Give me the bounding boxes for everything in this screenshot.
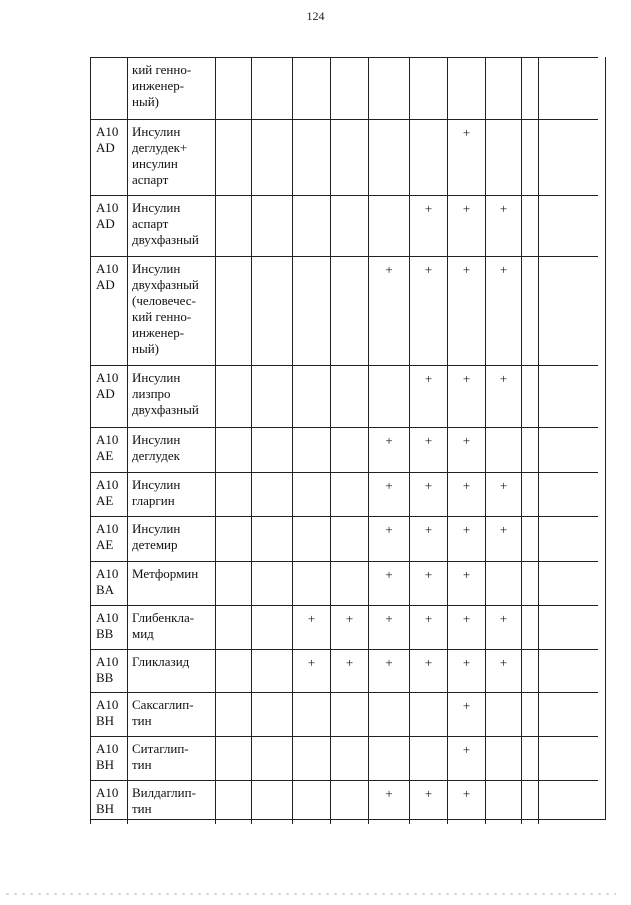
mark-cell <box>521 561 538 605</box>
mark-cell <box>368 736 409 780</box>
mark-cell: + <box>447 561 485 605</box>
mark-cell: + <box>485 195 521 256</box>
drug-name-cell: Саксаглип- тин <box>127 692 215 736</box>
table-row <box>90 780 605 824</box>
drug-name-cell: Инсулин деглудек+ инсулин аспарт <box>127 119 215 195</box>
mark-cell <box>251 195 292 256</box>
mark-cell <box>215 57 251 119</box>
mark-cell <box>485 427 521 472</box>
mark-cell <box>292 472 330 516</box>
atc-code-cell: A10 AE <box>90 516 127 561</box>
mark-cell <box>538 256 598 365</box>
atc-code-cell <box>90 57 127 119</box>
mark-cell <box>330 365 368 427</box>
atc-code-cell: A10 BH <box>90 780 127 824</box>
mark-cell <box>521 365 538 427</box>
mark-cell <box>521 649 538 692</box>
mark-cell <box>538 365 598 427</box>
mark-cell <box>292 427 330 472</box>
mark-cell: + <box>447 516 485 561</box>
mark-cell: + <box>447 692 485 736</box>
mark-cell: + <box>447 427 485 472</box>
atc-code-cell: A10 BB <box>90 605 127 649</box>
mark-cell <box>251 365 292 427</box>
drug-name-cell: Инсулин деглудек <box>127 427 215 472</box>
mark-cell: + <box>330 605 368 649</box>
mark-cell: + <box>447 119 485 195</box>
mark-cell <box>330 472 368 516</box>
mark-cell <box>251 119 292 195</box>
mark-cell <box>485 692 521 736</box>
table-row <box>90 516 605 561</box>
mark-cell: + <box>447 472 485 516</box>
mark-cell <box>215 736 251 780</box>
table-row <box>90 256 605 365</box>
mark-cell <box>215 195 251 256</box>
mark-cell: + <box>485 605 521 649</box>
mark-cell <box>538 736 598 780</box>
mark-cell <box>292 736 330 780</box>
mark-cell: + <box>485 256 521 365</box>
mark-cell <box>447 57 485 119</box>
table-row <box>90 57 605 119</box>
mark-cell <box>409 692 447 736</box>
mark-cell <box>292 561 330 605</box>
mark-cell: + <box>447 736 485 780</box>
mark-cell: + <box>368 561 409 605</box>
atc-code-cell: A10 BH <box>90 736 127 780</box>
mark-cell <box>330 195 368 256</box>
mark-cell <box>521 256 538 365</box>
table-row <box>90 605 605 649</box>
mark-cell: + <box>447 605 485 649</box>
mark-cell: + <box>368 649 409 692</box>
mark-cell <box>292 780 330 824</box>
mark-cell <box>521 605 538 649</box>
mark-cell <box>538 516 598 561</box>
mark-cell: + <box>409 427 447 472</box>
mark-cell <box>538 692 598 736</box>
drug-name-cell: кий генно- инженер- ный) <box>127 57 215 119</box>
mark-cell <box>292 692 330 736</box>
mark-cell <box>521 692 538 736</box>
mark-cell <box>251 605 292 649</box>
table-row <box>90 649 605 692</box>
drug-name-cell: Инсулин детемир <box>127 516 215 561</box>
atc-code-cell: A10 BH <box>90 692 127 736</box>
mark-cell <box>521 736 538 780</box>
mark-cell <box>330 736 368 780</box>
mark-cell <box>215 365 251 427</box>
mark-cell <box>538 427 598 472</box>
mark-cell <box>521 516 538 561</box>
mark-cell <box>330 119 368 195</box>
drug-name-cell: Инсулин гларгин <box>127 472 215 516</box>
mark-cell <box>330 427 368 472</box>
mark-cell: + <box>485 516 521 561</box>
mark-cell <box>215 561 251 605</box>
drug-name-cell: Вилдаглип- тин <box>127 780 215 824</box>
drug-name-cell: Метформин <box>127 561 215 605</box>
atc-code-cell: A10 AD <box>90 256 127 365</box>
mark-cell: + <box>409 649 447 692</box>
drug-name-cell: Ситаглип- тин <box>127 736 215 780</box>
drug-name-cell: Инсулин аспарт двухфазный <box>127 195 215 256</box>
mark-cell <box>251 427 292 472</box>
mark-cell <box>215 472 251 516</box>
drug-name-cell: Инсулин двухфазный (человечес- кий генно- инженер- ный) <box>127 256 215 365</box>
mark-cell <box>330 256 368 365</box>
mark-cell: + <box>485 365 521 427</box>
mark-cell <box>409 736 447 780</box>
mark-cell: + <box>447 780 485 824</box>
table-row <box>90 561 605 605</box>
mark-cell <box>521 427 538 472</box>
mark-cell <box>485 780 521 824</box>
atc-code-cell: A10 AD <box>90 365 127 427</box>
atc-code-cell: A10 AE <box>90 472 127 516</box>
mark-cell <box>485 57 521 119</box>
mark-cell: + <box>368 256 409 365</box>
mark-cell <box>251 57 292 119</box>
page-number: 124 <box>306 9 325 23</box>
drug-name-cell: Гликлазид <box>127 649 215 692</box>
mark-cell: + <box>447 256 485 365</box>
mark-cell <box>485 561 521 605</box>
mark-cell <box>538 605 598 649</box>
mark-cell <box>215 516 251 561</box>
atc-code-cell: A10 AE <box>90 427 127 472</box>
mark-cell <box>368 195 409 256</box>
mark-cell <box>409 57 447 119</box>
mark-cell: + <box>368 427 409 472</box>
mark-cell <box>485 119 521 195</box>
mark-cell: + <box>368 516 409 561</box>
mark-cell <box>368 365 409 427</box>
mark-cell: + <box>409 780 447 824</box>
table-row <box>90 365 605 427</box>
mark-cell <box>292 256 330 365</box>
table-row <box>90 472 605 516</box>
mark-cell <box>368 692 409 736</box>
mark-cell <box>251 692 292 736</box>
drug-name-cell: Инсулин лизпро двухфазный <box>127 365 215 427</box>
mark-cell: + <box>409 472 447 516</box>
mark-cell <box>330 780 368 824</box>
mark-cell <box>538 57 598 119</box>
mark-cell: + <box>368 780 409 824</box>
mark-cell <box>538 780 598 824</box>
mark-cell <box>485 736 521 780</box>
mark-cell: + <box>292 649 330 692</box>
mark-cell <box>330 561 368 605</box>
mark-cell <box>368 119 409 195</box>
atc-code-cell: A10 BA <box>90 561 127 605</box>
mark-cell <box>215 119 251 195</box>
mark-cell <box>251 736 292 780</box>
mark-cell: + <box>292 605 330 649</box>
mark-cell <box>292 119 330 195</box>
mark-cell <box>251 516 292 561</box>
mark-cell: + <box>409 516 447 561</box>
mark-cell <box>292 365 330 427</box>
mark-cell <box>330 516 368 561</box>
mark-cell <box>251 649 292 692</box>
mark-cell <box>251 256 292 365</box>
mark-cell: + <box>447 195 485 256</box>
mark-cell <box>521 780 538 824</box>
atc-code-cell: A10 AD <box>90 119 127 195</box>
mark-cell <box>521 472 538 516</box>
table-row <box>90 692 605 736</box>
mark-cell <box>215 692 251 736</box>
atc-code-cell: A10 AD <box>90 195 127 256</box>
mark-cell: + <box>447 365 485 427</box>
mark-cell: + <box>447 649 485 692</box>
mark-cell <box>251 472 292 516</box>
mark-cell <box>215 256 251 365</box>
mark-cell <box>330 57 368 119</box>
table-row <box>90 736 605 780</box>
mark-cell <box>292 195 330 256</box>
mark-cell <box>409 119 447 195</box>
mark-cell <box>330 692 368 736</box>
scan-noise-line <box>6 893 616 895</box>
mark-cell <box>538 649 598 692</box>
mark-cell <box>215 649 251 692</box>
mark-cell <box>521 195 538 256</box>
mark-cell: + <box>485 649 521 692</box>
mark-cell: + <box>368 472 409 516</box>
drug-table <box>90 57 606 820</box>
mark-cell <box>368 57 409 119</box>
drug-name-cell: Глибенкла- мид <box>127 605 215 649</box>
table-row <box>90 195 605 256</box>
mark-cell <box>215 427 251 472</box>
mark-cell <box>521 57 538 119</box>
mark-cell: + <box>409 561 447 605</box>
mark-cell <box>292 516 330 561</box>
mark-cell <box>251 780 292 824</box>
mark-cell: + <box>409 605 447 649</box>
mark-cell <box>521 119 538 195</box>
atc-code-cell: A10 BB <box>90 649 127 692</box>
mark-cell: + <box>330 649 368 692</box>
mark-cell: + <box>368 605 409 649</box>
table-row <box>90 427 605 472</box>
mark-cell <box>215 605 251 649</box>
mark-cell <box>538 119 598 195</box>
mark-cell <box>215 780 251 824</box>
mark-cell <box>251 561 292 605</box>
mark-cell: + <box>409 365 447 427</box>
mark-cell: + <box>485 472 521 516</box>
mark-cell <box>538 561 598 605</box>
mark-cell <box>538 472 598 516</box>
mark-cell <box>538 195 598 256</box>
mark-cell <box>292 57 330 119</box>
table-row <box>90 119 605 195</box>
mark-cell: + <box>409 195 447 256</box>
mark-cell: + <box>409 256 447 365</box>
